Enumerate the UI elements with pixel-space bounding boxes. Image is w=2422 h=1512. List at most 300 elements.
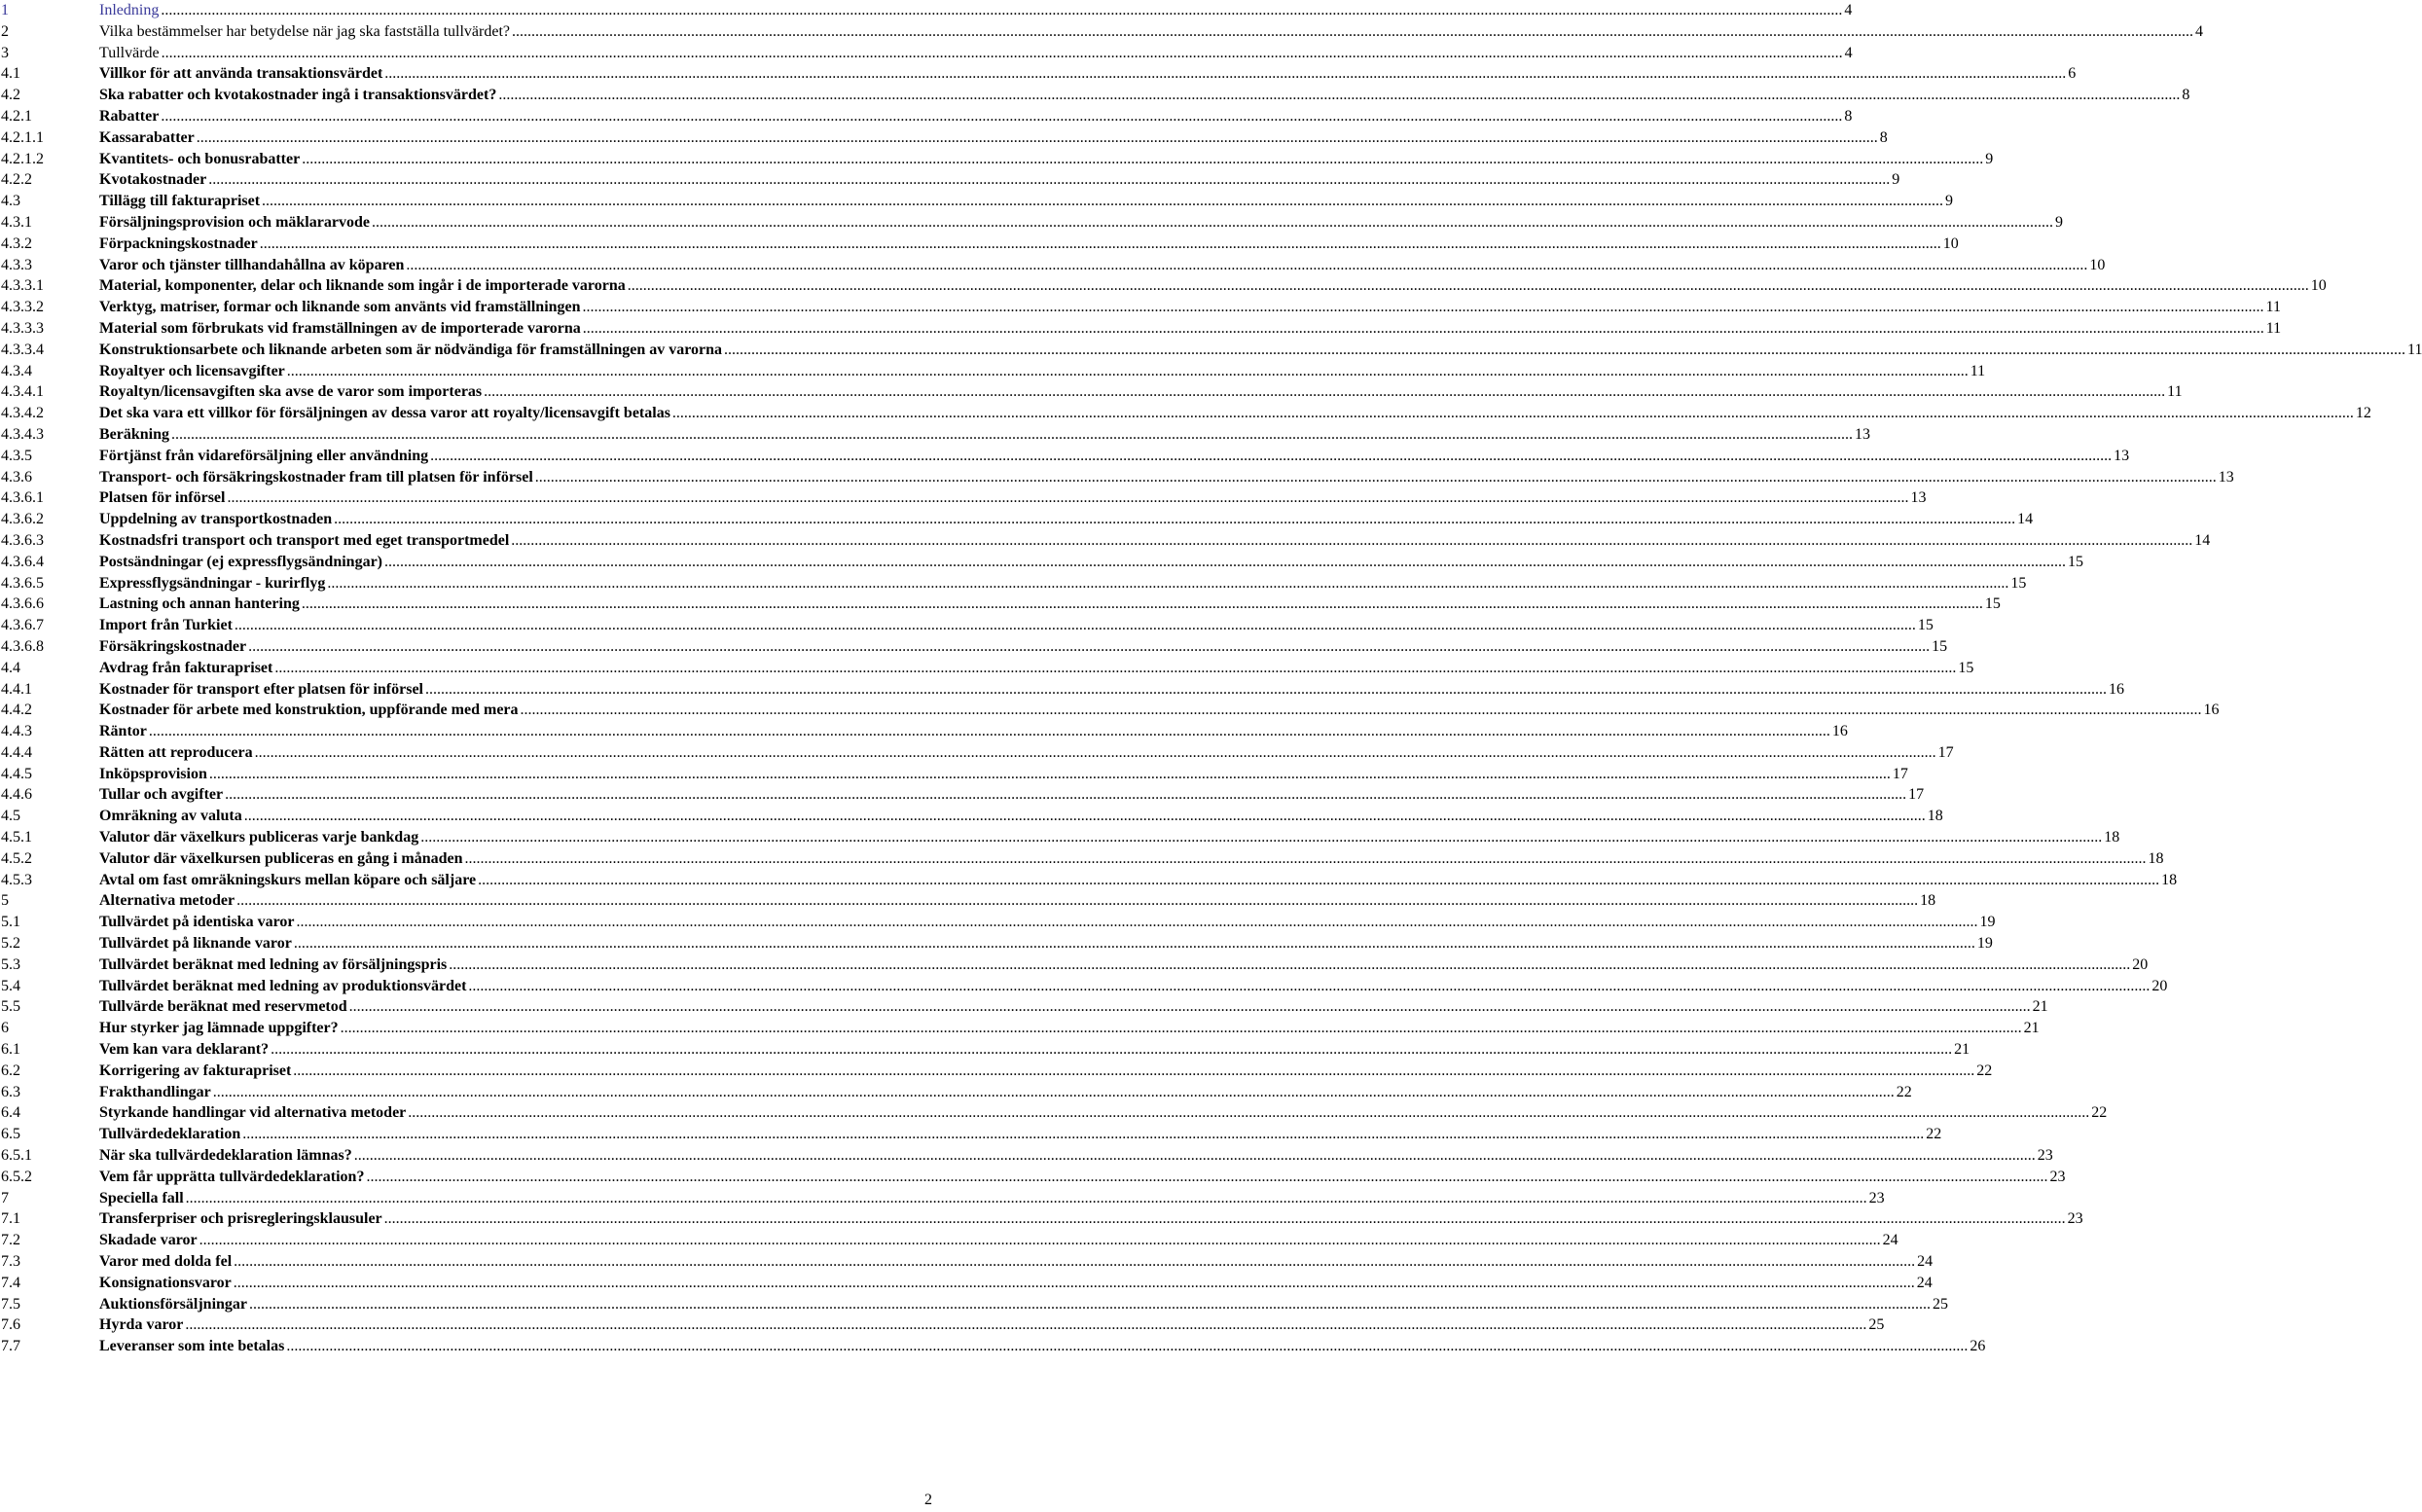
toc-row[interactable]: [0, 933, 1993, 954]
toc-number: 6.5.2: [1, 1168, 32, 1185]
toc-title-link[interactable]: Royaltyer och licensavgifter: [99, 362, 285, 379]
toc-number: 2: [1, 22, 9, 40]
toc-title-link[interactable]: Transferpriser och prisregleringsklausuler: [99, 1210, 382, 1228]
toc-row[interactable]: [0, 1124, 1942, 1145]
toc-entry[interactable]: [99, 212, 2063, 234]
toc-title-link[interactable]: Expressflygsändningar - kurirflyg: [99, 574, 326, 592]
toc-title-link[interactable]: Försäljningsprovision och mäklararvode: [99, 213, 370, 231]
toc-row[interactable]: [0, 1273, 1933, 1294]
toc-entry[interactable]: [99, 1145, 2053, 1167]
toc-number: 4.2.1.1: [1, 128, 44, 146]
toc-entry[interactable]: [99, 361, 1986, 382]
toc-page-number: 22: [1926, 1126, 1942, 1143]
toc-row[interactable]: [0, 806, 1943, 827]
toc-title-link[interactable]: Royaltyn/licensavgiften ska avse de varor som importeras: [99, 383, 483, 401]
toc-entry[interactable]: [99, 976, 2168, 997]
toc-entry[interactable]: [99, 1294, 1949, 1315]
toc-title-link[interactable]: Auktionsförsäljningar: [99, 1295, 248, 1313]
toc-number: 7.7: [1, 1338, 20, 1355]
toc-number: 4.2: [1, 87, 20, 104]
toc-entry[interactable]: [99, 764, 1908, 785]
toc-number: 4.3.2: [1, 234, 32, 252]
toc-entry[interactable]: [99, 827, 2120, 848]
dot-leader: [244, 806, 1926, 827]
toc-entry[interactable]: [99, 636, 1948, 658]
toc-entry[interactable]: [99, 297, 2281, 318]
toc-title-link[interactable]: Material, komponenter, delar och liknande som ingår i de importerade varorna: [99, 277, 626, 295]
toc-number: 4.2.2: [1, 171, 32, 189]
dot-leader: [498, 85, 2180, 106]
toc-row[interactable]: [0, 615, 1934, 636]
toc-title-link[interactable]: Speciella fall: [99, 1189, 184, 1206]
toc-entry[interactable]: [99, 1188, 1885, 1209]
toc-entry[interactable]: [99, 21, 2203, 43]
toc-number: 4.4.5: [1, 765, 32, 782]
toc-entry[interactable]: [99, 127, 1888, 149]
toc-row[interactable]: [0, 1208, 2083, 1230]
toc-entry[interactable]: [99, 1336, 1986, 1357]
toc-number: 5.1: [1, 914, 20, 931]
toc-row[interactable]: [0, 1230, 1898, 1251]
toc-row[interactable]: [0, 1188, 1885, 1209]
toc-number: 4.3.6.4: [1, 553, 44, 570]
toc-entry[interactable]: [99, 234, 1959, 255]
toc-title-link[interactable]: Tullar och avgifter: [99, 786, 224, 804]
toc-title-link[interactable]: Rabatter: [99, 107, 160, 125]
toc-page-number: 18: [1927, 808, 1943, 825]
toc-row[interactable]: [0, 275, 2327, 297]
toc-row[interactable]: [0, 446, 2130, 467]
toc-number: 4.4.1: [1, 680, 32, 698]
toc-row[interactable]: [0, 0, 1853, 21]
toc-number: 4.4.3: [1, 723, 32, 740]
toc-row[interactable]: [0, 870, 2178, 891]
dot-leader: [349, 996, 2031, 1018]
toc-row[interactable]: [0, 784, 1925, 806]
toc-title-link[interactable]: Postsändningar (ej expressflygsändningar): [99, 553, 382, 570]
toc-title-link[interactable]: Inköpsprovision: [99, 765, 207, 782]
toc-page-number: 9: [1985, 150, 1994, 167]
toc-number: 4.5.1: [1, 829, 32, 846]
toc-page-number: 23: [2067, 1210, 2083, 1228]
toc-number: 4.1: [1, 65, 20, 83]
toc-title-link[interactable]: Avtal om fast omräkningskurs mellan köpare och säljare: [99, 871, 477, 888]
toc-page-number: 15: [1958, 659, 1974, 676]
dot-leader: [296, 912, 1977, 933]
toc-number: 4.3.4: [1, 362, 32, 379]
toc-title-link[interactable]: Korrigering av fakturapriset: [99, 1062, 292, 1079]
toc-page-number: 21: [2023, 1020, 2040, 1037]
dot-leader: [583, 297, 2264, 318]
toc-page-number: 24: [1916, 1274, 1933, 1291]
dot-leader: [449, 954, 2130, 976]
toc-page-number: 9: [1945, 193, 1954, 210]
toc-entry[interactable]: [99, 615, 1934, 636]
toc-row[interactable]: [0, 594, 2001, 615]
toc-page-number: 4: [1844, 2, 1853, 18]
dot-leader: [199, 1230, 1881, 1251]
toc-title-link[interactable]: Material som förbrukats vid framställningen av de importerade varorna: [99, 319, 581, 337]
toc-entry[interactable]: [99, 255, 2106, 276]
toc-title-link[interactable]: Tullvärde: [99, 44, 160, 61]
toc-page-number: 11: [2265, 319, 2282, 337]
toc-entry[interactable]: [99, 381, 2183, 403]
toc-entry[interactable]: [99, 530, 2211, 552]
dot-leader: [248, 636, 1930, 658]
toc-page-number: 18: [2148, 849, 2164, 867]
toc-row[interactable]: [0, 424, 1871, 446]
dot-leader: [234, 1251, 1915, 1273]
toc-entry[interactable]: [99, 1039, 1970, 1061]
toc-entry[interactable]: [99, 806, 1943, 827]
toc-title-link[interactable]: Varor med dolda fel: [99, 1253, 233, 1271]
toc-entry[interactable]: [99, 658, 1974, 679]
dot-leader: [465, 848, 2147, 870]
toc-entry[interactable]: [99, 446, 2130, 467]
toc-page-number: 18: [2161, 871, 2178, 888]
toc-row[interactable]: [0, 467, 2234, 488]
dot-leader: [354, 1145, 2036, 1167]
toc-entry[interactable]: [99, 552, 2083, 573]
toc-row[interactable]: [0, 1102, 2108, 1124]
dot-leader: [366, 1167, 2047, 1188]
toc-title-link[interactable]: Kvotakostnader: [99, 171, 207, 189]
dot-leader: [197, 127, 1878, 149]
dot-leader: [521, 700, 2202, 721]
toc-row[interactable]: [0, 127, 1888, 149]
toc-title-link[interactable]: Tullvärdet på liknande varor: [99, 935, 292, 953]
toc-row[interactable]: [0, 1314, 1885, 1336]
toc-row[interactable]: [0, 1167, 2066, 1188]
toc-number: 4.4.4: [1, 743, 32, 761]
toc-number: 4.5: [1, 808, 20, 825]
toc-title-link[interactable]: Beräkning: [99, 425, 170, 443]
toc-row[interactable]: [0, 381, 2183, 403]
toc-row[interactable]: [0, 552, 2083, 573]
toc-title-link[interactable]: Kvantitets- och bonusrabatter: [99, 150, 301, 167]
dot-leader: [583, 318, 2264, 340]
toc-page-number: 9: [1892, 171, 1900, 189]
toc-page-number: 9: [2054, 213, 2063, 231]
toc-entry[interactable]: [99, 890, 1936, 912]
page-number: 2: [924, 1492, 932, 1508]
toc-number: 4.3.3.1: [1, 277, 44, 295]
toc-row[interactable]: [0, 255, 2106, 276]
toc-row[interactable]: [0, 1294, 1949, 1315]
toc-entry[interactable]: [99, 848, 2164, 870]
toc-title-link[interactable]: Avdrag från fakturapriset: [99, 659, 273, 676]
toc-row[interactable]: [0, 890, 1936, 912]
toc-title-link[interactable]: Konsignationsvaror: [99, 1274, 232, 1291]
toc-row[interactable]: [0, 1082, 1912, 1103]
toc-entry[interactable]: [99, 1167, 2066, 1188]
toc-row[interactable]: [0, 487, 1927, 509]
toc-title-link[interactable]: Vem kan vara deklarant?: [99, 1041, 270, 1059]
toc-entry[interactable]: [99, 1061, 1993, 1082]
toc-entry[interactable]: [99, 1102, 2108, 1124]
toc-entry[interactable]: [99, 1273, 1933, 1294]
toc-page-number: 11: [2265, 299, 2281, 316]
toc-row[interactable]: [0, 1145, 2053, 1167]
toc-title-link[interactable]: Tullvärdet på identiska varor: [99, 914, 295, 931]
toc-title-link[interactable]: Valutor där växelkursen publiceras en gång i månaden: [99, 849, 463, 867]
toc-row[interactable]: [0, 361, 1986, 382]
toc-entry[interactable]: [99, 933, 1993, 954]
toc-number: 4.3.1: [1, 213, 32, 231]
toc-number: 7.3: [1, 1253, 20, 1271]
toc-title-link[interactable]: Hur styrker jag lämnade uppgifter?: [99, 1020, 339, 1037]
toc-row[interactable]: [0, 1039, 1970, 1061]
toc-page-number: 15: [2010, 574, 2027, 592]
toc-row[interactable]: [0, 976, 2168, 997]
toc-number: 4.3.6.3: [1, 531, 44, 549]
dot-leader: [171, 424, 1853, 446]
toc-title-link[interactable]: Uppdelning av transportkostnaden: [99, 511, 333, 528]
toc-number: 5: [1, 892, 9, 910]
toc-row[interactable]: [0, 63, 2077, 85]
dot-leader: [384, 1208, 2066, 1230]
toc-row[interactable]: [0, 1018, 2040, 1039]
toc-page-number: 8: [1879, 128, 1888, 146]
toc-page-number: 23: [1868, 1189, 1885, 1206]
toc-row[interactable]: [0, 954, 2149, 976]
toc-title-link[interactable]: Varor och tjänster tillhandahållna av köparen: [99, 256, 405, 273]
toc-entry[interactable]: [99, 954, 2149, 976]
toc-page-number: 22: [2091, 1104, 2108, 1122]
toc-entry[interactable]: [99, 1314, 1885, 1336]
toc-number: 4.3.6.8: [1, 637, 44, 655]
toc-title-link[interactable]: Kostnader för transport efter platsen för införsel: [99, 680, 423, 698]
toc-title-link[interactable]: Vem får upprätta tullvärdedeklaration?: [99, 1168, 365, 1185]
dot-leader: [249, 1294, 1931, 1315]
toc-entry[interactable]: [99, 0, 1853, 21]
toc-page-number: 11: [2407, 341, 2422, 358]
toc-row[interactable]: [0, 636, 1948, 658]
toc-title-link[interactable]: Villkor för att använda transaktionsvärdet: [99, 65, 383, 83]
toc-row[interactable]: [0, 827, 2120, 848]
toc-title-link[interactable]: Tillägg till fakturapriset: [99, 193, 261, 210]
toc-entry[interactable]: [99, 679, 2124, 701]
toc-title-link[interactable]: Alternativa metoder: [99, 892, 235, 910]
toc-page-number: 13: [1855, 425, 1871, 443]
toc-page-number: 22: [1896, 1083, 1912, 1100]
toc-entry[interactable]: [99, 487, 1927, 509]
toc-row[interactable]: [0, 43, 1853, 64]
dot-leader: [406, 255, 2087, 276]
toc-row[interactable]: [0, 191, 1954, 212]
toc-title-link[interactable]: Det ska vara ett villkor för försäljningen av dessa varor att royalty/licensavgift betalas: [99, 405, 670, 422]
dot-leader: [384, 552, 2066, 573]
toc-title-link[interactable]: Hyrda varor: [99, 1316, 184, 1334]
toc-row[interactable]: [0, 764, 1908, 785]
toc-entry[interactable]: [99, 742, 1954, 764]
toc-entry[interactable]: [99, 996, 2048, 1018]
toc-row[interactable]: [0, 509, 2034, 530]
toc-number: 6: [1, 1020, 9, 1037]
toc-entry[interactable]: [99, 1124, 1942, 1145]
toc-entry[interactable]: [99, 1018, 2040, 1039]
toc-row[interactable]: [0, 530, 2211, 552]
dot-leader: [484, 381, 2165, 403]
toc-row[interactable]: [0, 848, 2164, 870]
toc-row[interactable]: [0, 318, 2282, 340]
toc-title-link[interactable]: Lastning och annan hantering: [99, 595, 300, 613]
toc-title-link[interactable]: Leveranser som inte betalas: [99, 1338, 285, 1355]
dot-leader: [236, 890, 1918, 912]
toc-page-number: 23: [2049, 1168, 2066, 1185]
toc-entry[interactable]: [99, 912, 1996, 933]
toc-entry[interactable]: [99, 870, 2178, 891]
toc-title-link[interactable]: Konstruktionsarbete och liknande arbeten som är nödvändiga för framställningen av varorna: [99, 341, 723, 358]
toc-title-link[interactable]: Räntor: [99, 723, 147, 740]
toc-title-link[interactable]: Rätten att reproducera: [99, 743, 253, 761]
toc-row[interactable]: [0, 297, 2281, 318]
toc-row[interactable]: [0, 403, 2371, 424]
toc-entry[interactable]: [99, 509, 2034, 530]
toc-page-number: 21: [2032, 998, 2048, 1016]
toc-row[interactable]: [0, 1336, 1986, 1357]
toc-row[interactable]: [0, 21, 2203, 43]
toc-page-number: 8: [1844, 107, 1853, 125]
toc-page-number: 16: [1831, 723, 1848, 740]
toc-entry[interactable]: [99, 1082, 1912, 1103]
toc-row[interactable]: [0, 700, 2220, 721]
toc-title-link[interactable]: Tullvärdet beräknat med ledning av produktionsvärdet: [99, 977, 467, 994]
dot-leader: [161, 0, 1842, 21]
toc-entry[interactable]: [99, 169, 1900, 191]
toc-title-link[interactable]: Frakthandlingar: [99, 1083, 211, 1100]
dot-leader: [185, 1314, 1866, 1336]
toc-title-link[interactable]: Skadade varor: [99, 1232, 198, 1249]
dot-leader: [628, 275, 2309, 297]
dot-leader: [234, 1273, 1915, 1294]
toc-title-link[interactable]: Kostnader för arbete med konstruktion, uppförande med mera: [99, 702, 519, 719]
toc-title-link[interactable]: Ska rabatter och kvotakostnader ingå i transaktionsvärdet?: [99, 87, 497, 104]
toc-page-number: 18: [2104, 829, 2120, 846]
toc-title-link[interactable]: Tullvärdedeklaration: [99, 1126, 241, 1143]
toc-entry[interactable]: [99, 275, 2327, 297]
toc-row[interactable]: [0, 1251, 1934, 1273]
toc-number: 4.3.4.1: [1, 383, 44, 401]
toc-page-number: 17: [1908, 786, 1925, 804]
toc-row[interactable]: [0, 658, 1974, 679]
toc-page-number: 11: [1970, 362, 1986, 379]
toc-row[interactable]: [0, 721, 1848, 742]
toc-entry[interactable]: [99, 43, 1853, 64]
toc-row[interactable]: [0, 1061, 1993, 1082]
toc-entry[interactable]: [99, 340, 2422, 361]
toc-title-link[interactable]: Omräkning av valuta: [99, 808, 242, 825]
toc-entry[interactable]: [99, 1230, 1898, 1251]
dot-leader: [334, 509, 2015, 530]
toc-page-number: 20: [2132, 955, 2149, 973]
toc-row[interactable]: [0, 679, 2124, 701]
toc-row[interactable]: [0, 149, 1994, 170]
toc-entry[interactable]: [99, 191, 1954, 212]
toc-entry[interactable]: [99, 63, 2077, 85]
toc-title-link[interactable]: Inledning: [99, 2, 160, 18]
toc-title-link[interactable]: Verktyg, matriser, formar och liknande som använts vid framställningen: [99, 299, 581, 316]
toc-page-number: 15: [2068, 553, 2083, 570]
toc-row[interactable]: [0, 340, 2422, 361]
toc-entry[interactable]: [99, 424, 1871, 446]
toc-title-link[interactable]: Förtjänst från vidareförsäljning eller användning: [99, 447, 429, 464]
toc-entry[interactable]: [99, 1208, 2083, 1230]
toc-number: 6.2: [1, 1062, 20, 1079]
toc-page-number: 8: [2182, 87, 2190, 104]
dot-leader: [302, 149, 1983, 170]
toc-row[interactable]: [0, 212, 2063, 234]
toc-title-link[interactable]: Styrkande handlingar vid alternativa metoder: [99, 1104, 407, 1122]
toc-page-number: 25: [1933, 1295, 1949, 1313]
toc-entry[interactable]: [99, 106, 1853, 127]
toc-entry[interactable]: [99, 85, 2190, 106]
toc-page-number: 24: [1882, 1232, 1898, 1249]
toc-entry[interactable]: [99, 594, 2001, 615]
toc-page-number: 14: [2017, 511, 2034, 528]
toc-entry[interactable]: [99, 318, 2282, 340]
toc-number: 4.4.6: [1, 786, 32, 804]
toc-title-link[interactable]: Kassarabatter: [99, 128, 195, 146]
toc-title-link[interactable]: Platsen för införsel: [99, 489, 226, 507]
dot-leader: [302, 594, 1983, 615]
toc-entry[interactable]: [99, 721, 1848, 742]
dot-leader: [161, 106, 1842, 127]
toc-row[interactable]: [0, 106, 1853, 127]
toc-entry[interactable]: [99, 784, 1925, 806]
toc-title-link[interactable]: Försäkringskostnader: [99, 637, 247, 655]
toc-number: 4.3.6.7: [1, 617, 44, 634]
toc-title-link[interactable]: Tullvärde beräknat med reservmetod: [99, 998, 347, 1016]
toc-title-link[interactable]: När ska tullvärdedeklaration lämnas?: [99, 1147, 352, 1165]
toc-title-link[interactable]: Förpackningskostnader: [99, 234, 258, 252]
toc-title-link[interactable]: Transport- och försäkringskostnader fram till platsen för införsel: [99, 468, 533, 486]
toc-entry[interactable]: [99, 149, 1994, 170]
dot-leader: [478, 870, 2159, 891]
toc-entry[interactable]: [99, 573, 2027, 594]
toc-title-link[interactable]: Kostnadsfri transport och transport med eget transportmedel: [99, 531, 510, 549]
toc-entry[interactable]: [99, 700, 2220, 721]
toc-title-link[interactable]: Vilka bestämmelser har betydelse när jag ska fastställa tullvärdet?: [99, 22, 510, 40]
toc-title-link[interactable]: Tullvärdet beräknat med ledning av försäljningspris: [99, 955, 448, 973]
toc-number: 7.1: [1, 1210, 20, 1228]
dot-leader: [512, 21, 2193, 43]
toc-number: 4.3.3: [1, 256, 32, 273]
dot-leader: [420, 827, 2102, 848]
dot-leader: [372, 212, 2053, 234]
toc-page-number: 10: [2089, 256, 2106, 273]
toc-row[interactable]: [0, 996, 2048, 1018]
toc-title-link[interactable]: Valutor där växelkurs publiceras varje bankdag: [99, 829, 419, 846]
toc-title-link[interactable]: Import från Turkiet: [99, 617, 233, 634]
toc-row[interactable]: [0, 234, 1959, 255]
toc-row[interactable]: [0, 742, 1954, 764]
toc-number: 5.5: [1, 998, 20, 1016]
toc-row[interactable]: [0, 573, 2027, 594]
toc-entry[interactable]: [99, 467, 2234, 488]
toc-number: 4.3.6.1: [1, 489, 44, 507]
toc-number: 4.4: [1, 659, 20, 676]
toc-row[interactable]: [0, 85, 2190, 106]
dot-leader: [213, 1082, 1895, 1103]
dot-leader: [208, 169, 1890, 191]
toc-page-number: 11: [2167, 383, 2183, 401]
dot-leader: [262, 191, 1943, 212]
toc-row[interactable]: [0, 912, 1996, 933]
toc-row[interactable]: [0, 169, 1900, 191]
toc-entry[interactable]: [99, 403, 2371, 424]
toc-entry[interactable]: [99, 1251, 1934, 1273]
